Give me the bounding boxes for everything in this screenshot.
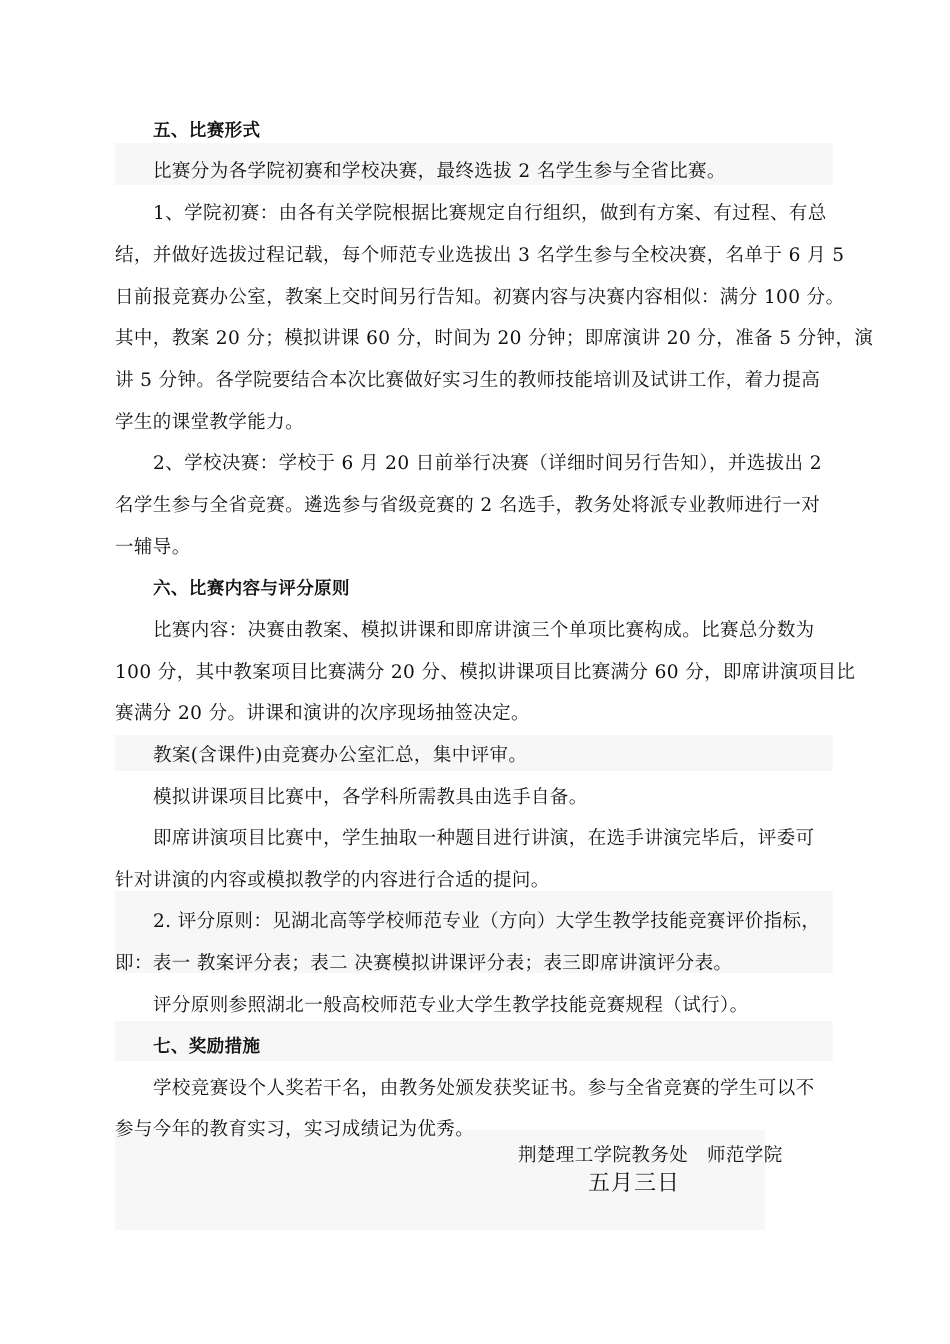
paragraph-line: 名学生参与全省竞赛。遴选参与省级竞赛的 2 名选手，教务处将派专业教师进行一对 (115, 495, 821, 516)
paragraph-line: 讲 5 分钟。各学院要结合本次比赛做好实习生的教师技能培训及试讲工作，着力提高 (115, 370, 821, 391)
paragraph-line: 学校竞赛设个人奖若干名，由教务处颁发获奖证书。参与全省竞赛的学生可以不 (153, 1078, 815, 1099)
section-heading-5: 五、比赛形式 (153, 121, 261, 141)
paragraph-line: 2. 评分原则：见湖北高等学校师范专业（方向）大学生教学技能竞赛评价指标， (153, 911, 821, 932)
paragraph-line: 评分原则参照湖北一般高校师范专业大学生教学技能竞赛规程（试行）。 (153, 995, 749, 1016)
paragraph-line: 赛满分 20 分。讲课和演讲的次序现场抽签决定。 (115, 703, 530, 724)
paragraph-line: 比赛内容：决赛由教案、模拟讲课和即席讲演三个单项比赛构成。比赛总分数为 (153, 620, 815, 641)
section-heading-7: 七、奖励措施 (153, 1037, 261, 1057)
paragraph-line: 学生的课堂教学能力。 (115, 412, 305, 433)
paragraph-line: 一辅导。 (115, 537, 191, 558)
paragraph-line: 教案(含课件)由竞赛办公室汇总，集中评审。 (153, 745, 528, 766)
paragraph-line: 针对讲演的内容或模拟教学的内容进行合适的提问。 (115, 870, 550, 891)
paragraph-line: 1、学院初赛：由各有关学院根据比赛规定自行组织，做到有方案、有过程、有总 (153, 203, 827, 224)
paragraph-line: 参与今年的教育实习，实习成绩记为优秀。 (115, 1119, 475, 1140)
signature-date: 五月三日 (588, 1171, 681, 1196)
signature: 荆楚理工学院教务处 师范学院 (518, 1145, 783, 1166)
paragraph-line: 结，并做好选拔过程记载，每个师范专业选拔出 3 名学生参与全校决赛，名单于 6 月 5 (115, 245, 845, 266)
section-heading-6: 六、比赛内容与评分原则 (153, 579, 350, 599)
paragraph-line: 日前报竞赛办公室，教案上交时间另行告知。初赛内容与决赛内容相似：满分 100 分。 (115, 287, 845, 308)
paragraph-line: 其中，教案 20 分；模拟讲课 60 分，时间为 20 分钟；即席演讲 20 分，准备 5 分钟，演 (115, 328, 874, 349)
paragraph-line: 2、学校决赛：学校于 6 月 20 日前举行决赛（详细时间另行告知），并选拔出 2 (153, 453, 822, 474)
paragraph-line: 即席讲演项目比赛中，学生抽取一种题目进行讲演，在选手讲演完毕后，评委可 (153, 828, 815, 849)
paragraph-line: 比赛分为各学院初赛和学校决赛，最终选拔 2 名学生参与全省比赛。 (153, 161, 726, 182)
paragraph-line: 模拟讲课项目比赛中，各学科所需教具由选手自备。 (153, 787, 588, 808)
paragraph-line: 即：表一 教案评分表；表二 决赛模拟讲课评分表；表三即席讲演评分表。 (115, 953, 733, 974)
paragraph-line: 100 分，其中教案项目比赛满分 20 分、模拟讲课项目比赛满分 60 分，即席讲演项目比 (115, 662, 856, 683)
